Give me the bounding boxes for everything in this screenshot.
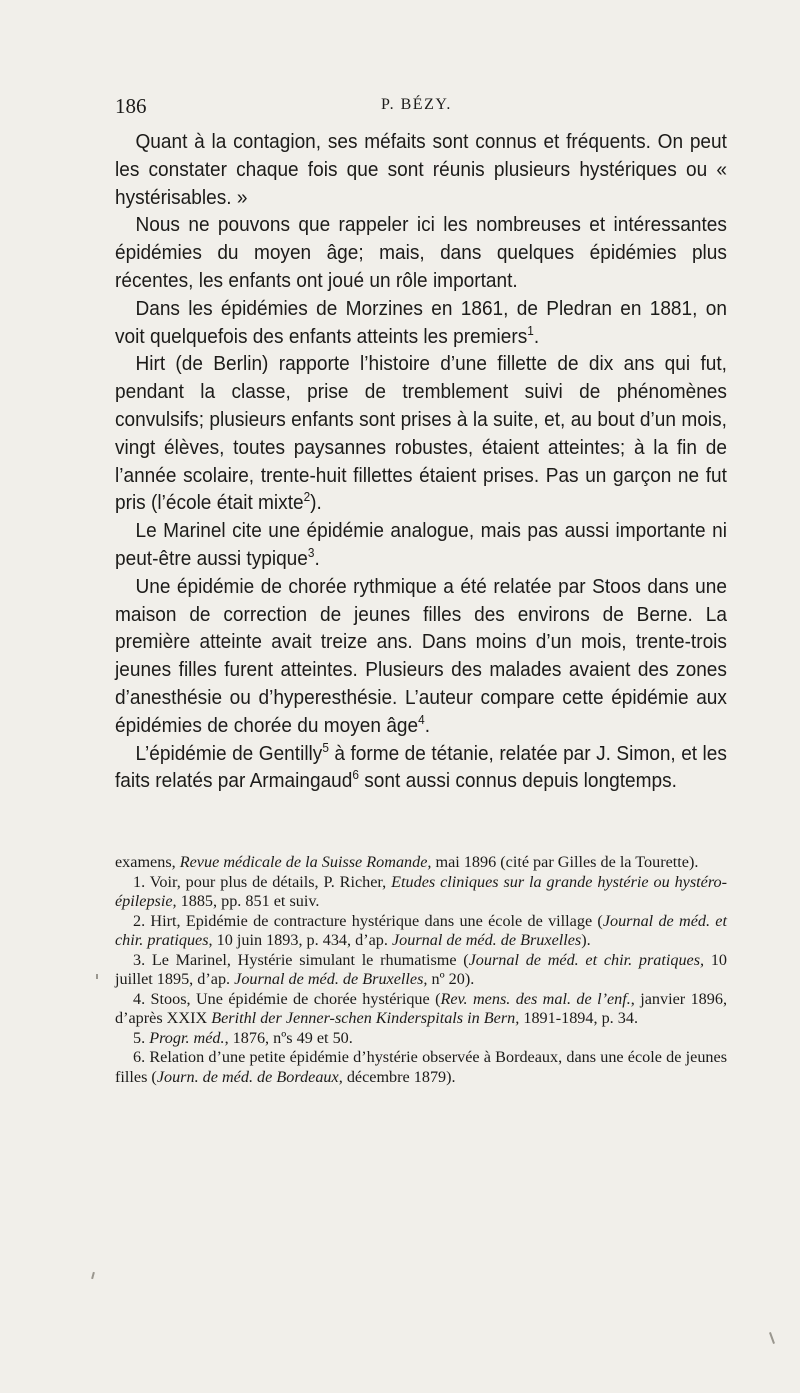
- footnote-6: 6. Relation d’une petite épidémie d’hystérie observée à Bordeaux, dans une école de jeunes filles (Journ. de méd. de Bordeaux, décembre 1879).: [115, 1048, 727, 1086]
- footnote-ref: 6: [352, 767, 359, 783]
- main-text: [115, 128, 727, 795]
- footnote-ref: 3: [307, 545, 315, 561]
- paper-speck: [769, 1332, 775, 1344]
- footnote-5: 5. Progr. méd., 1876, nºs 49 et 50.: [133, 1028, 353, 1047]
- footnote-3: 3. Le Marinel, Hystérie simulant le rhumatisme (Journal de méd. et chir. pratiques, 10 juillet 1895, d’ap. Journal de méd. de Bruxelles, nº 20).: [115, 950, 727, 988]
- paper-speck: [91, 1272, 95, 1279]
- footnote-continuation: examens, Revue médicale de la Suisse Romande, mai 1896 (cité par Gilles de la Tourette).: [115, 853, 699, 871]
- paper-speck: [96, 974, 98, 979]
- paragraph: Hirt (de Berlin) rapporte l’histoire d’une fillette de dix ans qui fut, pendant la classe, prise de tremblement suivi de phénomènes convulsifs; plusieurs enfants sont prises à la suite, et, au bout d’un mois, vingt élèves, toutes paysannes robustes, étaient atteintes; à la fin de l’année scolaire, trente-huit fillettes étaient prises. Pas un garçon ne fut pris (l’école était mixte$^2$).: [115, 352, 727, 515]
- footnote-1: 1. Voir, pour plus de détails, P. Richer, Etudes cliniques sur la grande hystérie ou hystéro-épilepsie, 1885, pp. 851 et suiv.: [115, 872, 728, 910]
- paragraph: Dans les épidémies de Morzines en 1861, de Pledran en 1881, on voit quelquefois des enfants atteints les premiers$^1$.: [115, 296, 727, 348]
- paragraph: Nous ne pouvons que rappeler ici les nombreuses et intéressantes épidémies du moyen âge; mais, dans quelques épidémies plus récentes, les enfants ont joué un rôle important.: [115, 213, 727, 292]
- paragraph: L’épidémie de Gentilly$^5$ à forme de tétanie, relatée par J. Simon, et les faits relatés par Armaingaud$^6$ sont aussi connus depuis longtemps.: [115, 739, 727, 793]
- paragraph: Une épidémie de chorée rythmique a été relatée par Stoos dans une maison de correction de jeunes filles des environs de Berne. La première atteinte avait treize ans. Dans moins d’un mois, trente-trois jeunes filles furent atteintes. Plusieurs des malades avaient des zones d’anesthésie ou d’hyperesthésie. L’auteur compare cette épidémie aux épidémies de chorée du moyen âge$^4$.: [115, 574, 727, 737]
- footnote-ref: 1: [527, 322, 534, 338]
- paragraph: Le Marinel cite une épidémie analogue, mais pas aussi importante ni peut-être aussi typique$^3$.: [115, 519, 727, 570]
- footnote-ref: 4: [418, 711, 425, 727]
- paragraph: Quant à la contagion, ses méfaits sont connus et fréquents. On peut les constater chaque fois que sont réunis plusieurs hystériques ou « hystérisables. »: [115, 130, 727, 209]
- page-header: [115, 94, 725, 116]
- footnote-ref: 5: [322, 739, 329, 755]
- footnotes: [115, 853, 727, 1087]
- page-number: 186: [115, 94, 147, 118]
- footnote-4: 4. Stoos, Une épidémie de chorée hystérique (Rev. mens. des mal. de l’enf., janvier 1896, d’après XXIX Berithl der Jenner-schen Kinderspitals in Bern, 1891-1894, p. 34.: [115, 989, 727, 1027]
- running-head: P. BÉZY.: [381, 96, 452, 113]
- footnote-ref: 2: [303, 489, 311, 505]
- footnote-2: 2. Hirt, Epidémie de contracture hystérique dans une école de village (Journal de méd. et chir. pratiques, 10 juin 1893, p. 434, d’ap. Journal de méd. de Bruxelles).: [115, 911, 727, 949]
